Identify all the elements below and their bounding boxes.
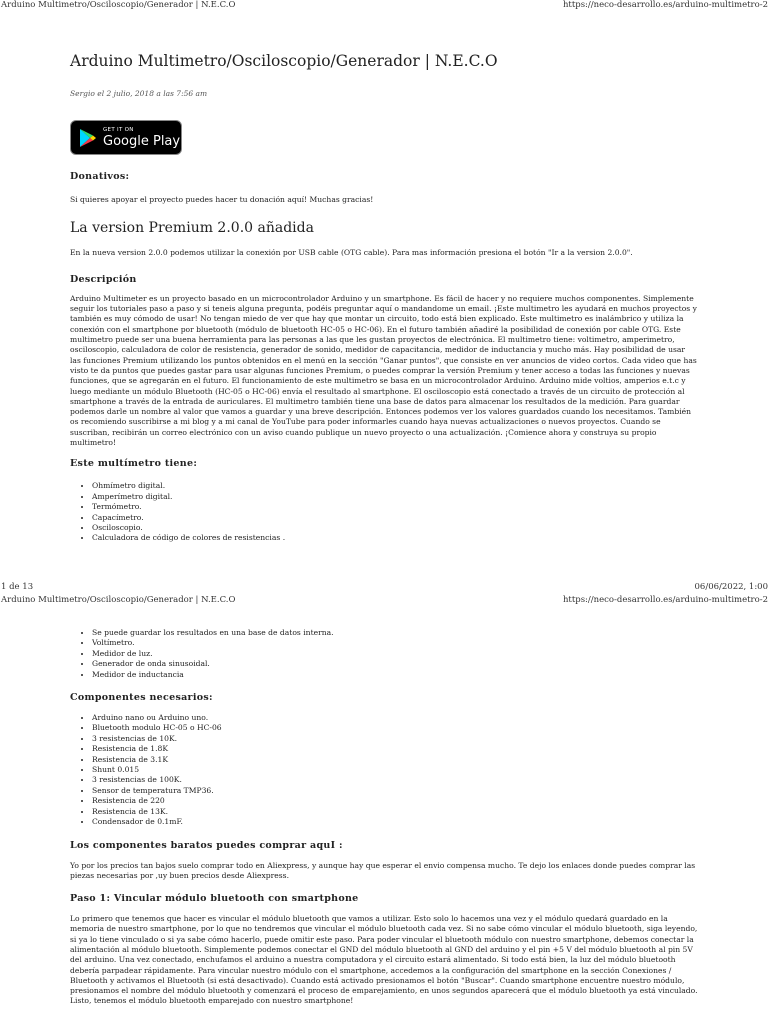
print-header-2 bbox=[0, 595, 768, 607]
list-item: • Osciloscopio. bbox=[92, 523, 698, 533]
description-text: Arduino Multimeter es un proyecto basado en un microcontrolador Arduino y un smartphone. Es fácil de hacer y no requiere muchos componentes. Simplemente seguir los tutoriales paso a paso y si teneis alguna pregunta, podéis preguntar aquí o mandandome un email. ¡Este multimetro les ayudará en muchos proyectos y también es muy cómodo de usar! No tengan miedo de ver que hay que montar un circuito, todo está bien explicado. Este multimetro es inalámbrico y utiliza la conexión con el smartphone por bluetooth (módulo de bluetooth HC-05 o HC-06). En el futuro también añadiré la posibilidad de conexión por cable OTG. Este multimetro puede ser una buena herramienta para las personas a las que les gustan proyectos de electrónica. El multimetro tiene: voltimetro, amperimetro, osciloscopio, calculadora de color de resistencia, generador de sonido, medidor de capacitancia, medidor de inductancia y mucho más. Hay posibilidad de usar las funciones Premium utilizando los puntos obtenidos en el menú en la sección "Ganar puntos", que consiste en ver anuncios de video cortos. Cada video que has visto te da puntos que puedes gastar para usar algunas funciones Premium, o puedes comprar la versión Premium y tener acceso a todas las funciones y nuevas funciones, que se agregarán en el futuro. El funcionamiento de este multimetro se basa en un microcontrolador Arduino. Arduino mide voltios, amperios e.t.c y luego mediante un módulo Bluetooth (HC-05 o HC-06) envía el resultado al smartphone. El osciloscopio está conectado a través de un circuito de protección al smartphone a través de la entrada de auriculares. El multimetro también tiene una base de datos para almacenar los resultados de la medición. Para guardar podemos darle un nombre al valor que vamos a guardar y una breve descripción. Entonces podemos ver los valores guardados cuando los necesitamos. También os recomiendo suscribirse a mi blog y a mi canal de YouTube para poder informarles cuando haya nuevas actualizaciones o nuevos proyectos. Cuando se suscriban, recibirán un correo electrónico con un aviso cuando publique un nuevo proyecto o una actualización. ¡Comience ahora y construya su propio multimetro! bbox=[70, 293, 697, 448]
step1-text: Lo primero que tenemos que hacer es vincular el módulo bluetooth que vamos a utilizar. Esto solo lo hacemos una vez y el módulo quedará guardado en la memoria de nuestro smartphone, por lo que no tendremos que vincular el módulo bluetooth cada vez. Si no sabe cómo vincular el módulo bluetooth, siga leyendo, si ya lo tiene vinculado o si ya sabe cómo hacerlo, puede omitir este paso. Para poder vincular el bluetooth módulo con nuestro smartphone, debemos conectar la alimentación al módulo bluetooth. Simplemente podemos conectar el GND del módulo bluetooth al GND del arduino y el pin +5 V del módulo bluetooth al pin 5V del arduino. Una vez conectado, enchufamos el arduino a nuestra computadora y el circuito estará alimentado. Si todo está bien, la luz del módulo bluetooth debería parpadear rápidamente. Para vincular nuestro módulo con el smartphone, accedemos a la configuración del smartphone en la sección Conexiones / Bluetooth y activamos el Bluetooth (si está desactivado). Cuando está activado presionamos el botón "Buscar". Cuando smartphone encuentre nuestro módulo, presionamos el nombre del módulo bluetooth y comenzará el proceso de emparejamiento, en unos segundos aparecerá que el módulo bluetooth ya está vinculado. Listo, tenemos el módulo bluetooth emparejado con nuestro smartphone! bbox=[70, 914, 698, 1006]
list-item: • Resistencia de 3.1K bbox=[92, 755, 698, 765]
list-item: • Medidor de luz. bbox=[92, 649, 698, 659]
google-play-label: GET IT ON Google Play bbox=[103, 127, 181, 149]
post-meta: Sergio el 2 julio, 2018 a las 7:56 am bbox=[70, 89, 208, 98]
article-page-2 bbox=[70, 628, 698, 1007]
article-page-1 bbox=[70, 52, 698, 544]
premium-text: En la nueva version 2.0.0 podemos utilizar la conexión por USB cable (OTG cable). Para mas información presiona el botón "Ir a la version 2.0.0". bbox=[70, 247, 633, 257]
print-footer bbox=[0, 582, 768, 594]
print-header-url[interactable]: https://neco-desarrollo.es/arduino-multimetro-2 bbox=[562, 595, 768, 605]
list-item: • Generador de onda sinusoidal. bbox=[92, 659, 698, 669]
article-title: Arduino Multimetro/Osciloscopio/Generador | N.E.C.O bbox=[70, 52, 498, 70]
print-header-title: Arduino Multimetro/Osciloscopio/Generador | N.E.C.O bbox=[1, 0, 236, 10]
page-count: 1 de 13 bbox=[1, 582, 34, 592]
description-heading: Descripción bbox=[70, 273, 137, 285]
features-heading: Este multímetro tiene: bbox=[70, 458, 198, 470]
donations-text: Si quieres apoyar el proyecto puedes hacer tu donación aquí! Muchas gracias! bbox=[70, 195, 374, 205]
donations-heading: Donativos: bbox=[70, 171, 130, 183]
print-header-title: Arduino Multimetro/Osciloscopio/Generador | N.E.C.O bbox=[1, 595, 236, 605]
google-play-badge[interactable] bbox=[70, 120, 182, 155]
list-item: • Bluetooth modulo HC-05 o HC-06 bbox=[92, 723, 698, 733]
features-list-1 bbox=[70, 481, 698, 543]
list-item: • Resistencia de 13K. bbox=[92, 807, 698, 817]
list-item: • Voltímetro. bbox=[92, 638, 698, 648]
list-item: • Shunt 0.015 bbox=[92, 765, 698, 775]
list-item: • Capacímetro. bbox=[92, 513, 698, 523]
list-item: • Condensador de 0.1mF. bbox=[92, 817, 698, 827]
print-date: 06/06/2022, 1:00 bbox=[694, 582, 768, 592]
components-heading: Componentes necesarios: bbox=[70, 692, 213, 704]
components-list bbox=[70, 713, 698, 827]
print-header bbox=[0, 0, 768, 12]
list-item: • Medidor de inductancia bbox=[92, 670, 698, 680]
list-item: • Termómetro. bbox=[92, 502, 698, 512]
list-item: • Sensor de temperatura TMP36. bbox=[92, 786, 698, 796]
list-item: • Resistencia de 220 bbox=[92, 796, 698, 806]
features-list-2 bbox=[70, 628, 698, 680]
list-item: • Se puede guardar los resultados en una base de datos interna. bbox=[92, 628, 698, 638]
print-header-url[interactable]: https://neco-desarrollo.es/arduino-multimetro-2 bbox=[562, 0, 768, 10]
list-item: • Arduino nano ou Arduino uno. bbox=[92, 713, 698, 723]
play-store-icon bbox=[79, 128, 97, 148]
list-item: • 3 resistencias de 100K. bbox=[92, 775, 698, 785]
cheap-components-heading: Los componentes baratos puedes comprar aquI : bbox=[70, 839, 343, 851]
list-item: • Amperímetro digital. bbox=[92, 492, 698, 502]
list-item: • Ohmímetro digital. bbox=[92, 481, 698, 491]
list-item: • 3 resistencias de 10K. bbox=[92, 734, 698, 744]
premium-heading: La version Premium 2.0.0 añadida bbox=[70, 219, 314, 236]
list-item: • Resistencia de 1.8K bbox=[92, 744, 698, 754]
step1-heading: Paso 1: Vincular módulo bluetooth con smartphone bbox=[70, 893, 359, 905]
list-item: • Calculadora de código de colores de resistencias . bbox=[92, 533, 698, 543]
cheap-components-text: Yo por los precios tan bajos suelo comprar todo en Aliexpress, y aunque hay que esperar el envio compensa mucho. Te dejo los enlaces donde puedes comprar las piezas necesarias por ,uy buen precios desde Aliexpress. bbox=[70, 860, 696, 880]
